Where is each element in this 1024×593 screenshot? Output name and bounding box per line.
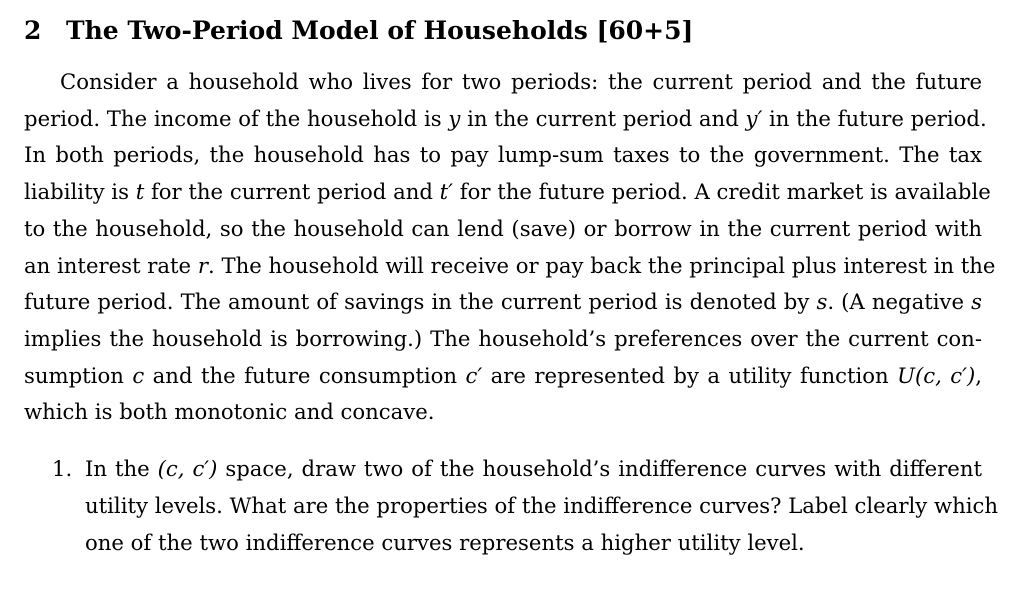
body-paragraph [24, 64, 996, 431]
math-c-prime: c′ [465, 362, 483, 388]
question-list [52, 450, 999, 561]
math-y-prime: y′ [745, 105, 763, 131]
math-c: c [132, 362, 145, 388]
paragraph-line: future period. The amount of savings in the current period is denoted by s. (A negative s [24, 289, 982, 315]
question-number: 1. [52, 456, 73, 481]
math-r: r [197, 252, 208, 278]
paragraph-line: which is both monotonic and concave. [24, 399, 435, 425]
paragraph-line: liability is t for the current period and t′ for the future period. A credit market is available [24, 179, 991, 205]
section-heading [24, 14, 693, 48]
question-item [52, 450, 999, 561]
question-text [85, 450, 999, 561]
paragraph-line: Consider a household who lives for two periods: the current period and the future [60, 69, 982, 94]
math-s: s [816, 289, 828, 315]
paragraph-line: In both periods, the household has to pay lump-sum taxes to the government. The tax [24, 142, 982, 168]
math-t-prime: t′ [439, 179, 453, 205]
math-c-c-prime: (c, c′) [157, 456, 218, 481]
math-utility-function: U(c, c′) [897, 362, 976, 388]
paragraph-line: an interest rate r. The household will receive or pay back the principal plus interest in the [24, 252, 996, 278]
paragraph-line: implies the household is borrowing.) The household’s preferences over the current con- [24, 325, 982, 351]
question-line: utility levels. What are the properties of the indifference curves? Label clearly which [85, 493, 999, 518]
math-y: y [448, 105, 461, 131]
question-line: In the (c, c′) space, draw two of the household’s indifference curves with different [85, 456, 982, 481]
section-title: The Two-Period Model of Households [60+5] [66, 16, 694, 45]
paragraph-line: period. The income of the household is y in the current period and y′ in the future period. [24, 105, 987, 131]
paragraph-line: sumption c and the future consumption c′ are represented by a utility function U(c, c′), [24, 362, 982, 388]
math-t: t [135, 179, 145, 205]
section-number: 2 [24, 16, 42, 45]
math-s: s [971, 289, 982, 315]
question-line: one of the two indifference curves represents a higher utility level. [85, 530, 805, 555]
paragraph-line: to the household, so the household can lend (save) or borrow in the current period with [24, 215, 982, 241]
